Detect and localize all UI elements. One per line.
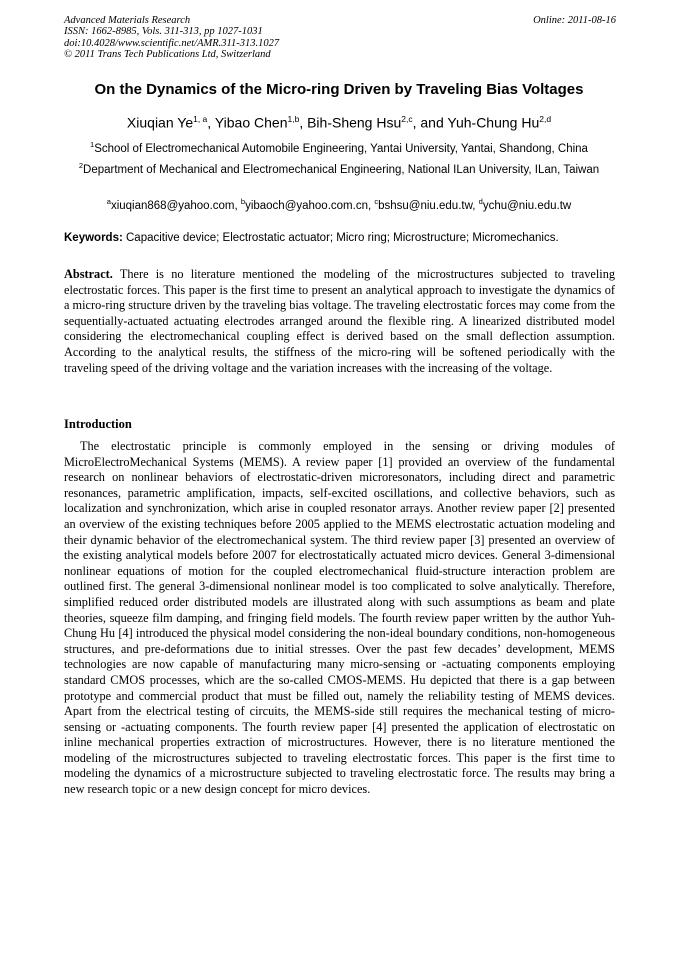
affiliation-1 <box>56 137 622 157</box>
author-list <box>40 114 638 131</box>
author-name: Yibao Chen <box>214 114 288 131</box>
copyright-line: © 2011 Trans Tech Publications Ltd, Switzerland <box>64 49 271 61</box>
author-name: Yuh-Chung Hu <box>447 114 540 131</box>
affiliation-sup: 2 <box>78 161 84 170</box>
issn-line: ISSN: 1662-8985, Vols. 311-313, pp 1027-1031 <box>64 26 263 38</box>
keywords-label: Keywords: <box>64 232 123 244</box>
email-separator: , <box>472 199 479 212</box>
email-address: ychu@niu.edu.tw <box>482 199 572 212</box>
email-address: yibaoch@yahoo.com.cn <box>245 199 368 212</box>
email-sup: c <box>374 197 379 206</box>
author-separator: , and <box>412 114 448 131</box>
email-address: xiuqian868@yahoo.com <box>110 199 235 212</box>
email-separator: , <box>367 199 375 212</box>
author-sup: 2,d <box>539 114 552 124</box>
email-sup: b <box>240 197 246 206</box>
email-list <box>56 194 622 214</box>
paper-title: On the Dynamics of the Micro-ring Driven by Traveling Bias Voltages <box>94 81 584 98</box>
abstract-text: There is no literature mentioned the modeling of the microstructures subjected to traveling electrostatic forces. This paper is the first time to present an analytical approach to investigate the dynamics of a micro-ring structure driven by the traveling bias voltage. The traveling electrostatic forces may come from the sequentially-actuated actuating electrodes arranged around the flexible ring. A linearized distributed model considering the electromechanical coupling effect is derived based on the small deflection assumption. According to the analytical results, the stiffness of the micro-ring will be softened periodically with the traveling speed of the driving voltage and the variation increases with the increasing of the voltage. <box>64 267 615 375</box>
affiliation-2 <box>56 158 622 178</box>
keywords-line <box>64 232 624 244</box>
online-date: Online: 2011-08-16 <box>533 15 616 26</box>
email-address: bshsu@niu.edu.tw <box>378 199 473 212</box>
journal-name: Advanced Materials Research <box>64 15 191 26</box>
email-sup: d <box>478 197 483 206</box>
author-sup: 1,b <box>287 114 300 124</box>
doi-line: doi:10.4028/www.scientific.net/AMR.311-313.1027 <box>64 37 280 49</box>
email-separator: , <box>234 199 241 212</box>
author-name: Bih-Sheng Hsu <box>307 114 402 131</box>
affiliation-sup: 1 <box>90 140 95 149</box>
author-separator: , <box>299 114 308 131</box>
email-sup: a <box>106 197 111 206</box>
abstract-paragraph <box>64 267 615 376</box>
author-separator: , <box>207 114 215 131</box>
author-sup: 2,c <box>401 114 413 124</box>
author-name: Xiuqian Ye <box>126 114 194 131</box>
introduction-paragraph: The electrostatic principle is commonly employed in the sensing or driving modules of MicroElectroMechanical Systems (MEMS). A review paper [1] provided an overview of the fundamental research on nonlinear behaviors of electrostatic-driven microresonators, including direct and parametric resonances, parametric amplification, impacts, self-excited oscillations, and collective behaviors, such as localization and synchronization, which arise in coupled resonator arrays. Another review paper [2] presented an overview of the existing techniques before 2005 applied to the MEMS electrostatic actuation modeling and their dynamic behavior of the electromechanical system. The third review paper [3] presented an overview of the existing analytical models before 2007 for electrostatically actuated micro devices. General 3-dimensional nonlinear equations of motion for the coupled electromechanical fluid-structure interaction problem are outlined first. The general 3-dimensional nonlinear model is too complicated to solve analytically. Therefore, simplified reduced order distributed models are illustrated along with such assumptions as beam and plate theories, squeeze film damping, and fringing field models. The fourth review paper written by the author Yuh-Chung Hu [4] introduced the physical model considering the non-ideal boundary conditions, non-homogeneous structures, and pre-deformations due to initial stresses. Over the past few decades’ development, MEMS technologies are now capable of manufacturing many micro-sensing or -actuating components employing standard CMOS processes, which are the so-called CMOS-MEMS. Hu depicted that there is a gap between prototype and commercial product that must be filled out, namely the reliability testing of MEMS devices. Apart from the electrical testing of circuits, the MEMS-side still requires the mechanical testing of micro-sensing or -actuating components. The fourth review paper [4] presented the application of electrostatic on inline mechanical properties extraction of microstructures. However, there is no literature mentioned the modeling of the microstructures subjected to traveling electrostatic forces. This paper is the first time to modeling the dynamics of a microstructure subjected to traveling electrostatic force. The results may bring a new research topic or a new design concept for micro devices. <box>64 439 615 797</box>
author-sup: 1, a <box>193 114 208 124</box>
introduction-heading: Introduction <box>64 417 132 431</box>
affiliation-text: Department of Mechanical and Electromechanical Engineering, National ILan University, ILan, Taiwan <box>83 163 600 176</box>
abstract-label: Abstract. <box>64 267 113 281</box>
journal-header <box>64 15 616 61</box>
keywords-text: Capacitive device; Electrostatic actuator; Micro ring; Microstructure; Micromechanics. <box>126 232 559 244</box>
affiliation-text: School of Electromechanical Automobile Engineering, Yantai University, Yantai, Shandong, China <box>94 142 588 155</box>
